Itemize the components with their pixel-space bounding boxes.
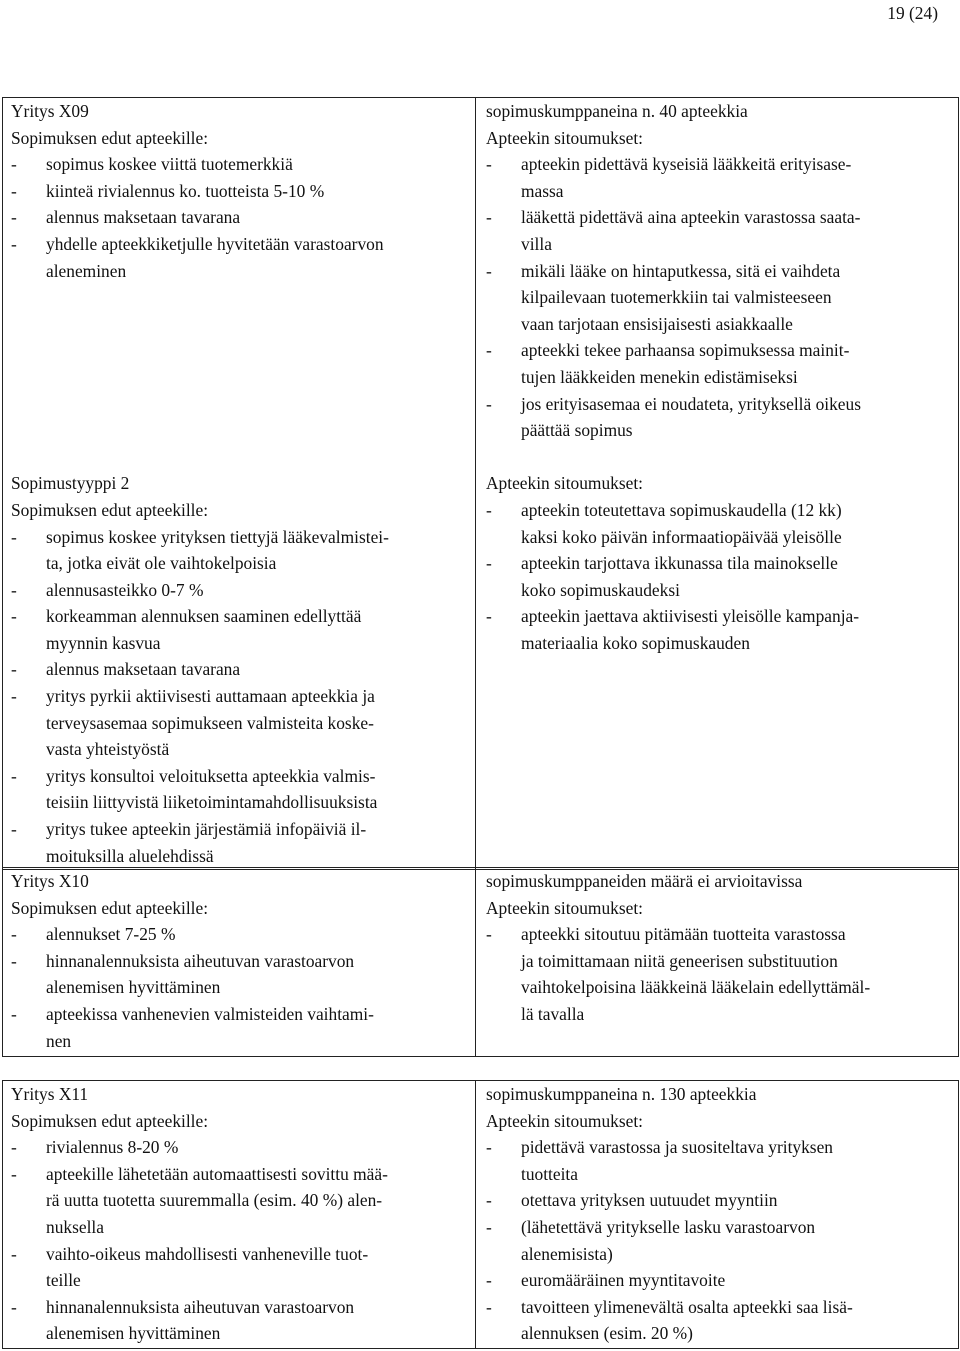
bullet-text: rä uutta tuotetta suuremmalla (esim. 40 %) alen- bbox=[46, 1190, 383, 1211]
bullet-item bbox=[11, 763, 469, 816]
bullet-text: tuotteita bbox=[521, 1163, 578, 1184]
bullet-text: vasta yhteistyöstä bbox=[46, 739, 170, 760]
bullet-text: - alennus maksetaan tavarana bbox=[46, 207, 241, 228]
text-line: Sopimustyyppi 2 bbox=[11, 473, 130, 494]
bullet-text: massa bbox=[521, 180, 564, 201]
commitments-content bbox=[476, 1081, 958, 1347]
bullet-text: - yhdelle apteekkiketjulle hyvitetään varastoarvon bbox=[46, 233, 384, 254]
text-line: Apteekin sitoumukset: bbox=[486, 897, 643, 918]
text-line: Sopimuksen edut apteekille: bbox=[11, 1110, 209, 1131]
bullet-text: alennuksen (esim. 20 %) bbox=[521, 1323, 693, 1344]
benefits-cell bbox=[3, 1081, 476, 1349]
bullet-text: - apteekki sitoutuu pitämään tuotteita varastossa bbox=[521, 924, 846, 945]
bullet-text: - apteekissa vanhenevien valmisteiden vaihtami- bbox=[46, 1003, 374, 1024]
text-line: Sopimuksen edut apteekille: bbox=[11, 499, 209, 520]
bullet-text: materiaalia koko sopimuskauden bbox=[521, 632, 750, 653]
text-line: Sopimuksen edut apteekille: bbox=[11, 897, 209, 918]
bullet-text: - euromääräinen myyntitavoite bbox=[521, 1270, 726, 1291]
blank-line bbox=[11, 337, 469, 364]
bullet-item bbox=[11, 1294, 469, 1347]
blank-line bbox=[486, 444, 954, 471]
bullet-text: vaan tarjotaan ensisijaisesti asiakkaalle bbox=[521, 313, 793, 334]
bullet-text: - apteekin pidettävä kyseisiä lääkkeitä erityisase- bbox=[521, 154, 852, 175]
commitments-cell bbox=[476, 868, 959, 1057]
bullet-text: vaihtokelpoisina lääkkeinä lääkelain edellyttämäl- bbox=[521, 977, 871, 998]
bullet-item bbox=[486, 391, 954, 444]
bullet-text: - yritys konsultoi veloituksetta apteekkia valmis- bbox=[46, 765, 376, 786]
bullet-text: koko sopimuskaudeksi bbox=[521, 579, 680, 600]
bullet-item bbox=[486, 1214, 954, 1267]
bullet-item bbox=[11, 1161, 469, 1241]
bullet-text: - sopimus koskee yrityksen tiettyjä lääkevalmistei- bbox=[46, 526, 389, 547]
bullet-text: - alennukset 7-25 % bbox=[46, 924, 176, 945]
bullet-text: - tavoitteen ylimenevältä osalta apteekki saa lisä- bbox=[521, 1296, 853, 1317]
text-line: sopimuskumppaneina n. 40 apteekkia bbox=[486, 101, 748, 121]
page-number: 19 (24) bbox=[887, 3, 938, 23]
bullet-text: ta, jotka eivät ole vaihtokelpoisia bbox=[46, 553, 277, 574]
commitments-content bbox=[476, 868, 958, 1028]
bullet-item bbox=[11, 948, 469, 1001]
text-line: sopimuskumppaneiden määrä ei arvioitavissa bbox=[486, 871, 803, 891]
bullet-text: moituksilla aluelehdissä bbox=[46, 845, 214, 866]
bullet-text: villa bbox=[521, 233, 552, 254]
blank-line bbox=[11, 311, 469, 338]
bullet-text: - lääkettä pidettävä aina apteekin varastossa saata- bbox=[521, 207, 861, 228]
bullet-item bbox=[11, 524, 469, 577]
bullet-text: kilpailevaan tuotemerkkiin tai valmisteeseen bbox=[521, 287, 832, 308]
company-table-x10 bbox=[2, 867, 959, 1057]
bullet-text: - hinnanalennuksista aiheutuvan varastoarvon bbox=[46, 1296, 355, 1317]
bullet-text: - sopimus koskee viittä tuotemerkkiä bbox=[46, 154, 293, 175]
bullet-text: alenemisista) bbox=[521, 1243, 613, 1264]
bullet-text: - pidettävä varastossa ja suositeltava yrityksen bbox=[521, 1137, 833, 1158]
blank-line bbox=[11, 391, 469, 418]
bullet-text: - apteekille lähetetään automaattisesti sovittu mää- bbox=[46, 1163, 388, 1184]
bullet-item bbox=[11, 151, 469, 178]
bullet-text: - yritys pyrkii aktiivisesti auttamaan apteekkia ja bbox=[46, 686, 375, 707]
bullet-item bbox=[11, 231, 469, 284]
bullet-text: kaksi koko päivän informaatiopäivää yleisölle bbox=[521, 526, 842, 547]
benefits-cell bbox=[3, 98, 476, 870]
bullet-text: lä tavalla bbox=[521, 1003, 585, 1024]
bullet-item bbox=[11, 1241, 469, 1294]
bullet-item bbox=[11, 816, 469, 869]
benefits-content bbox=[3, 98, 475, 869]
bullet-item bbox=[486, 1134, 954, 1187]
bullet-item bbox=[11, 1001, 469, 1054]
commitments-content bbox=[476, 98, 958, 656]
bullet-item bbox=[486, 258, 954, 338]
bullet-text: - apteekin jaettava aktiivisesti yleisölle kampanja- bbox=[521, 606, 860, 627]
bullet-text: - jos erityisasemaa ei noudateta, yrityksellä oikeus bbox=[521, 393, 861, 414]
bullet-text: - kiinteä rivialennus ko. tuotteista 5-10 % bbox=[46, 180, 325, 201]
blank-line bbox=[11, 284, 469, 311]
bullet-text: tujen lääkkeiden menekin edistämiseksi bbox=[521, 366, 798, 387]
bullet-item bbox=[11, 178, 469, 205]
bullet-text: - korkeamman alennuksen saaminen edellyttää bbox=[46, 606, 362, 627]
bullet-text: - otettava yrityksen uutuudet myyntiin bbox=[521, 1190, 778, 1211]
benefits-content bbox=[3, 868, 475, 1054]
bullet-text: - apteekin toteutettava sopimuskaudella (12 kk) bbox=[521, 499, 842, 520]
bullet-item bbox=[11, 683, 469, 763]
bullet-item bbox=[11, 577, 469, 604]
bullet-text: teisiin liittyvistä liiketoimintamahdollisuuksista bbox=[46, 792, 378, 813]
bullet-text: alenemisen hyvittäminen bbox=[46, 1323, 221, 1344]
bullet-item bbox=[11, 603, 469, 656]
benefits-content bbox=[3, 1081, 475, 1347]
bullet-text: - hinnanalennuksista aiheutuvan varastoarvon bbox=[46, 950, 355, 971]
bullet-text: - yritys tukee apteekin järjestämiä infopäiviä il- bbox=[46, 819, 367, 840]
bullet-text: - (lähetettävä yritykselle lasku varastoarvon bbox=[521, 1216, 816, 1237]
benefits-cell bbox=[3, 868, 476, 1057]
company-table-x09 bbox=[2, 97, 959, 870]
bullet-text: terveysasemaa sopimukseen valmisteita koske- bbox=[46, 712, 374, 733]
blank-line bbox=[11, 444, 469, 471]
text-line: Yritys X10 bbox=[11, 871, 89, 891]
text-line: Apteekin sitoumukset: bbox=[486, 1110, 643, 1131]
bullet-text: - mikäli lääke on hintaputkessa, sitä ei vaihdeta bbox=[521, 260, 841, 281]
company-table-x11 bbox=[2, 1080, 959, 1349]
bullet-text: - apteekin tarjottava ikkunassa tila mainokselle bbox=[521, 553, 838, 574]
bullet-text: nen bbox=[46, 1030, 72, 1051]
bullet-item bbox=[486, 1294, 954, 1347]
bullet-item bbox=[11, 204, 469, 231]
bullet-text: alenemisen hyvittäminen bbox=[46, 977, 221, 998]
bullet-item bbox=[11, 921, 469, 948]
text-line: Sopimuksen edut apteekille: bbox=[11, 127, 209, 148]
bullet-item bbox=[486, 204, 954, 257]
bullet-item bbox=[486, 1187, 954, 1214]
text-line: Apteekin sitoumukset: bbox=[486, 473, 643, 494]
bullet-text: teille bbox=[46, 1270, 81, 1291]
commitments-cell bbox=[476, 98, 959, 870]
bullet-text: ja toimittamaan niitä geneerisen substituution bbox=[521, 950, 838, 971]
bullet-item bbox=[486, 337, 954, 390]
bullet-item bbox=[486, 1267, 954, 1294]
text-line: sopimuskumppaneina n. 130 apteekkia bbox=[486, 1084, 757, 1104]
bullet-item bbox=[11, 656, 469, 683]
bullet-text: päättää sopimus bbox=[521, 420, 633, 441]
bullet-text: myynnin kasvua bbox=[46, 632, 161, 653]
bullet-item bbox=[11, 1134, 469, 1161]
bullet-item bbox=[486, 550, 954, 603]
bullet-text: - rivialennus 8-20 % bbox=[46, 1137, 179, 1158]
blank-line bbox=[11, 417, 469, 444]
blank-line bbox=[11, 364, 469, 391]
bullet-text: nuksella bbox=[46, 1216, 104, 1237]
bullet-text: - vaihto-oikeus mahdollisesti vanheneville tuot- bbox=[46, 1243, 369, 1264]
bullet-item bbox=[486, 151, 954, 204]
bullet-item bbox=[486, 921, 954, 1027]
bullet-text: - alennus maksetaan tavarana bbox=[46, 659, 241, 680]
commitments-cell bbox=[476, 1081, 959, 1349]
bullet-text: aleneminen bbox=[46, 260, 127, 281]
bullet-item bbox=[486, 603, 954, 656]
text-line: Yritys X11 bbox=[11, 1084, 89, 1104]
bullet-item bbox=[486, 497, 954, 550]
text-line: Apteekin sitoumukset: bbox=[486, 127, 643, 148]
text-line: Yritys X09 bbox=[11, 101, 89, 121]
bullet-text: - apteekki tekee parhaansa sopimuksessa mainit- bbox=[521, 340, 850, 361]
bullet-text: - alennusasteikko 0-7 % bbox=[46, 579, 204, 600]
